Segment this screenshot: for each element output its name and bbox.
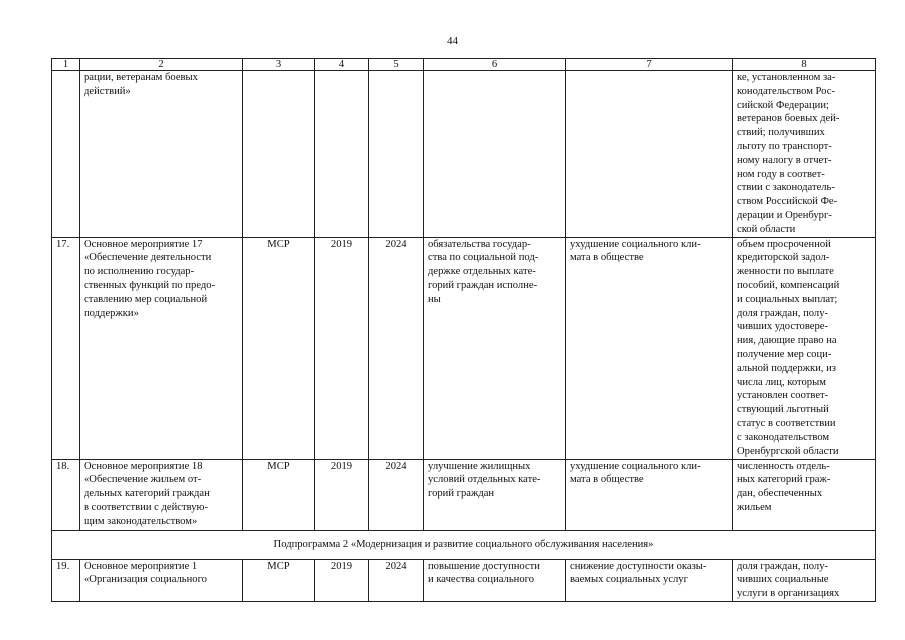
column-number: 5 xyxy=(369,59,424,71)
cell-line: Оренбургской области xyxy=(737,445,839,457)
column-numbers-row xyxy=(52,59,876,71)
indicator-cell xyxy=(733,71,876,238)
cell-line: дельных категорий граждан xyxy=(84,488,210,500)
cell-line: женности по выплате xyxy=(737,266,834,278)
expected-result-cell xyxy=(424,559,566,601)
measure-name-cell xyxy=(80,459,243,530)
cell-line: пособий, компенсаций xyxy=(737,279,840,291)
measure-name-cell xyxy=(80,71,243,238)
cell-line: ветеранов боевых дей- xyxy=(737,113,840,125)
cell-line: «Организация социального xyxy=(84,574,207,586)
expected-result-cell xyxy=(424,71,566,238)
cell-line: дан, обеспеченных xyxy=(737,488,823,500)
cell-text: 2024 xyxy=(385,560,407,572)
table-row xyxy=(52,71,876,238)
cell-line: держке отдельных кате- xyxy=(428,266,536,278)
table-cell xyxy=(52,459,80,530)
cell-text: МСР xyxy=(267,238,290,250)
cell-line: «Обеспечение жильем от- xyxy=(84,474,202,486)
cell-line: действий» xyxy=(84,85,131,97)
cell-line: получение мер соци- xyxy=(737,348,832,360)
cell-line: ваемых социальных услуг xyxy=(570,574,688,586)
cell-line: «Обеспечение деятельности xyxy=(84,252,212,264)
cell-line: ухудшение социального кли- xyxy=(570,460,701,472)
cell-line: щим законодательством» xyxy=(84,515,198,527)
table-cell xyxy=(315,237,369,459)
cell-text: 2024 xyxy=(385,238,407,250)
cell-line: рации, ветеранам боевых xyxy=(84,72,198,83)
consequence-cell xyxy=(566,237,733,459)
cell-line: мата в обществе xyxy=(570,474,644,486)
cell-line: ствующий льготный xyxy=(737,404,829,416)
column-number: 3 xyxy=(243,59,315,71)
table-cell xyxy=(315,459,369,530)
table-cell xyxy=(369,559,424,601)
cell-line: мата в обществе xyxy=(570,252,644,264)
cell-line: жильем xyxy=(737,501,772,513)
cell-text: 19. xyxy=(56,560,70,572)
cell-line: улучшение жилищных xyxy=(428,460,531,472)
cell-text: 17. xyxy=(56,238,70,250)
measures-table xyxy=(51,58,876,602)
cell-line: доля граждан, полу- xyxy=(737,560,829,572)
cell-line: ством Российской Фе- xyxy=(737,196,838,208)
cell-line: доля граждан, полу- xyxy=(737,307,829,319)
table-row xyxy=(52,237,876,459)
cell-line: поддержки» xyxy=(84,307,139,319)
cell-line: кредиторской задол- xyxy=(737,252,830,264)
table-cell xyxy=(369,237,424,459)
column-number: 6 xyxy=(424,59,566,71)
table-cell xyxy=(52,559,80,601)
cell-line: объем просроченной xyxy=(737,238,831,250)
column-number: 4 xyxy=(315,59,369,71)
table-cell xyxy=(369,459,424,530)
consequence-cell xyxy=(566,71,733,238)
cell-text: 2019 xyxy=(330,460,353,472)
column-number: 8 xyxy=(733,59,876,71)
cell-line: условий отдельных кате- xyxy=(428,474,541,486)
cell-line: ственных функций по предо- xyxy=(84,279,216,291)
table-cell xyxy=(243,559,315,601)
indicator-cell xyxy=(733,459,876,530)
cell-line: ства по социальной под- xyxy=(428,252,539,264)
cell-line: ствии с законодатель- xyxy=(737,182,835,194)
cell-line: Основное мероприятие 17 xyxy=(84,238,203,250)
cell-line: ных категорий граж- xyxy=(737,474,831,486)
cell-line: ставлению мер социальной xyxy=(84,293,208,305)
cell-line: ны xyxy=(428,293,441,305)
cell-line: в соответствии с действую- xyxy=(84,501,208,513)
cell-line: сийской Федерации; xyxy=(737,99,829,111)
cell-line: и социальных выплат; xyxy=(737,293,838,305)
cell-text: 2019 xyxy=(330,238,353,250)
indicator-cell xyxy=(733,237,876,459)
cell-line: статус в соответствии xyxy=(737,417,836,429)
consequence-cell xyxy=(566,559,733,601)
cell-line: ке, установленном за- xyxy=(737,72,836,83)
table-cell xyxy=(315,71,369,238)
indicator-cell xyxy=(733,559,876,601)
expected-result-cell xyxy=(424,459,566,530)
measure-name-cell xyxy=(80,559,243,601)
cell-text: 2019 xyxy=(330,560,353,572)
cell-line: льготу по транспорт- xyxy=(737,140,832,152)
cell-line: по исполнению государ- xyxy=(84,266,195,278)
cell-line: ния, дающие право на xyxy=(737,335,837,347)
cell-line: ному налогу в отчет- xyxy=(737,154,832,166)
cell-line: с законодательством xyxy=(737,431,830,443)
table-cell xyxy=(315,559,369,601)
table-row xyxy=(52,459,876,530)
cell-line: снижение доступности оказы- xyxy=(570,560,707,572)
cell-line: горий граждан исполне- xyxy=(428,279,538,291)
cell-text: МСР xyxy=(267,560,290,572)
cell-line: установлен соответ- xyxy=(737,390,829,402)
cell-line: ствий; получивших xyxy=(737,127,825,139)
table-cell xyxy=(243,237,315,459)
table-cell xyxy=(243,459,315,530)
cell-line: ном году в соответ- xyxy=(737,168,825,180)
column-number: 7 xyxy=(566,59,733,71)
cell-text: МСР xyxy=(267,460,290,472)
cell-line: численность отдель- xyxy=(737,460,830,472)
subprogram-row xyxy=(52,530,876,559)
cell-line: чивших социальные xyxy=(737,574,829,586)
cell-line: числа лиц, которым xyxy=(737,376,826,388)
cell-line: Основное мероприятие 1 xyxy=(84,560,198,572)
cell-line: альной поддержки, из xyxy=(737,362,836,374)
cell-line: ухудшение социального кли- xyxy=(570,238,701,250)
table-cell xyxy=(369,71,424,238)
cell-line: горий граждан xyxy=(428,488,495,500)
column-number: 1 xyxy=(52,59,80,71)
expected-result-cell xyxy=(424,237,566,459)
cell-line: повышение доступности xyxy=(428,560,540,572)
cell-line: и качества социального xyxy=(428,574,535,586)
table-cell xyxy=(52,71,80,238)
cell-line: услуги в организациях xyxy=(737,588,840,600)
cell-line: дерации и Оренбург- xyxy=(737,209,832,221)
cell-line: конодательством Рос- xyxy=(737,85,835,97)
column-number: 2 xyxy=(80,59,243,71)
cell-text: 18. xyxy=(56,460,70,472)
page-number: 44 xyxy=(447,35,458,47)
table-cell xyxy=(52,237,80,459)
cell-line: обязательства государ- xyxy=(428,238,531,250)
consequence-cell xyxy=(566,459,733,530)
table-row xyxy=(52,559,876,601)
subprogram-title: Подпрограмма 2 «Модернизация и развитие социального обслуживания населения» xyxy=(52,530,876,559)
cell-text: 2024 xyxy=(385,460,407,472)
cell-line: чивших удостовере- xyxy=(737,321,829,333)
table-cell xyxy=(243,71,315,238)
cell-line: ской области xyxy=(737,223,796,235)
cell-line: Основное мероприятие 18 xyxy=(84,460,203,472)
measure-name-cell xyxy=(80,237,243,459)
